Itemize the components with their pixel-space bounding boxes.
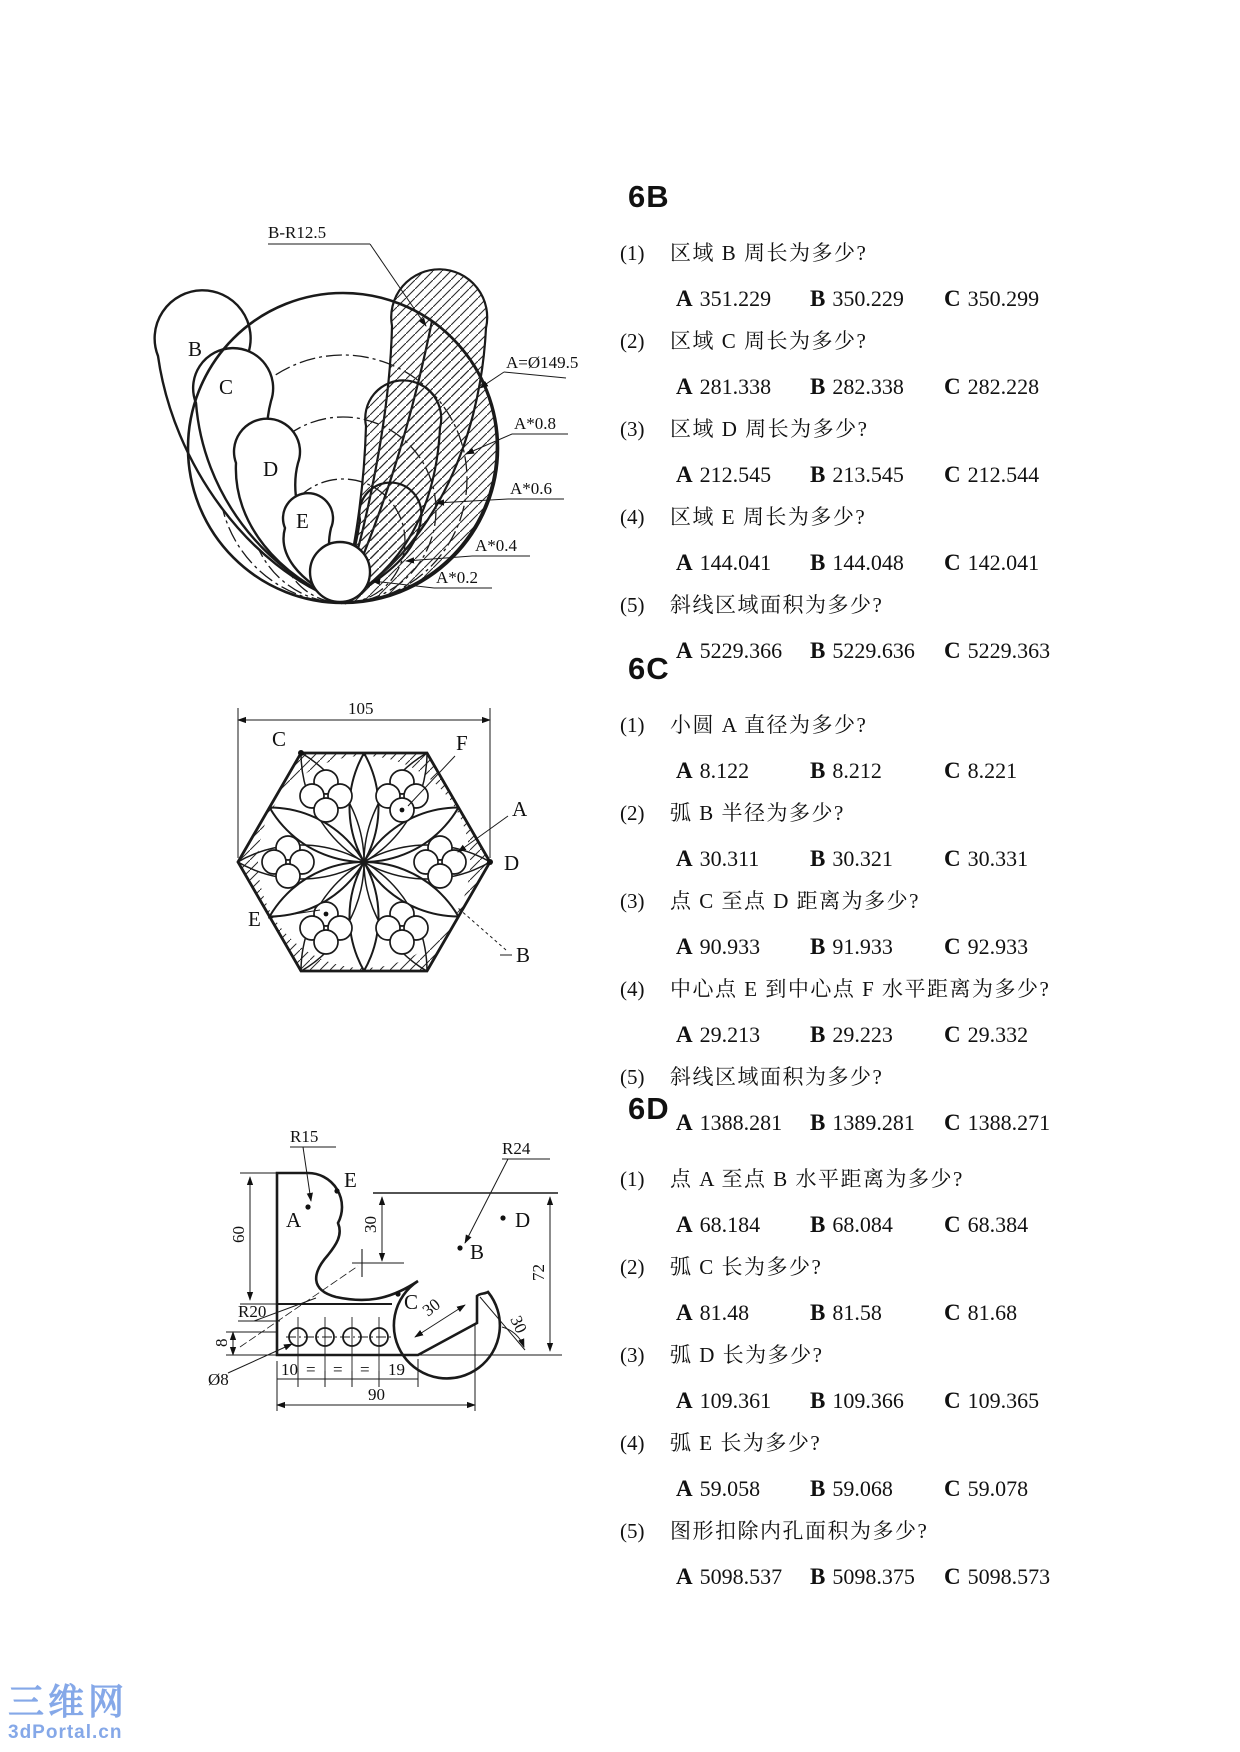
option-letter: C [944, 1300, 961, 1325]
option-letter: A [676, 550, 693, 575]
question [620, 416, 1230, 488]
question-text: 弧 E 长为多少? [670, 1431, 822, 1455]
option-value: 59.058 [699, 1476, 761, 1501]
label-d6d: D [515, 1208, 531, 1232]
question-number: (5) [620, 1519, 645, 1543]
question [620, 328, 1230, 400]
option-letter: B [810, 1564, 826, 1589]
option-letter: A [676, 1022, 693, 1047]
option-value: 8.221 [967, 758, 1018, 783]
option-letter: A [676, 286, 693, 311]
watermark-logo-text: 三维网 [8, 1681, 129, 1722]
question-text: 区域 C 周长为多少? [670, 329, 868, 353]
watermark-url: 3dPortal.cn [8, 1722, 123, 1743]
question-text: 小圆 A 直径为多少? [670, 713, 868, 737]
option [810, 1563, 944, 1590]
option [810, 1299, 944, 1326]
section-6b [620, 180, 1230, 680]
option-letter: A [676, 462, 693, 487]
point-d-dot [487, 859, 493, 865]
option-value: 68.084 [832, 1212, 893, 1237]
option-letter: B [810, 1212, 826, 1237]
section-heading: 6C [628, 651, 670, 686]
question [620, 240, 1230, 312]
question [620, 1166, 1230, 1238]
option-letter: A [676, 934, 693, 959]
watermark [8, 1681, 129, 1743]
option-value: 68.184 [699, 1212, 761, 1237]
option-value: 92.933 [967, 934, 1029, 959]
label-c: C [272, 727, 287, 751]
options-row [676, 373, 1230, 400]
option-letter: B [810, 1476, 826, 1501]
dim-dia8: Ø8 [208, 1370, 229, 1389]
option-letter: B [810, 286, 826, 311]
question-text: 斜线区域面积为多少? [670, 1065, 884, 1089]
label-b6d: B [470, 1240, 485, 1264]
dim-slot30: 30 [418, 1294, 444, 1321]
option-letter: C [944, 374, 961, 399]
dim-eq2: = [333, 1360, 343, 1379]
label-e: E [248, 907, 261, 931]
question [620, 976, 1230, 1048]
point-e-dot [334, 1188, 339, 1193]
option-value: 212.544 [967, 462, 1040, 487]
option-value: 5229.363 [967, 638, 1051, 663]
question-text: 斜线区域面积为多少? [670, 593, 884, 617]
region-label-e: E [296, 509, 309, 533]
option-letter: C [944, 1022, 961, 1047]
dim-a02: A*0.2 [436, 568, 479, 587]
dim-r24: R24 [502, 1139, 531, 1158]
option-value: 8.212 [832, 758, 882, 783]
option [810, 549, 944, 576]
question-number: (2) [620, 1255, 645, 1279]
option-value: 5229.366 [699, 638, 783, 663]
dim-b-r12-5: B-R12.5 [268, 223, 327, 242]
question-text: 图形扣除内孔面积为多少? [670, 1519, 929, 1543]
option-letter: A [676, 1110, 693, 1135]
option-value: 5098.573 [967, 1564, 1051, 1589]
option-letter: C [944, 1388, 961, 1413]
option-value: 109.361 [699, 1388, 772, 1413]
dim-60: 60 [229, 1226, 248, 1243]
center-b-dot [457, 1245, 462, 1250]
option [676, 1021, 810, 1048]
option-value: 142.041 [967, 550, 1040, 575]
option-value: 30.331 [967, 846, 1029, 871]
options-row [676, 845, 1230, 872]
option-value: 213.545 [832, 462, 904, 487]
options-row [676, 933, 1230, 960]
option-value: 59.068 [832, 1476, 893, 1501]
options-row [676, 1021, 1230, 1048]
question-number: (5) [620, 593, 645, 617]
option-value: 30.311 [699, 846, 760, 871]
option-value: 90.933 [699, 934, 761, 959]
option-value: 282.228 [967, 374, 1040, 399]
option-letter: B [810, 934, 826, 959]
option-letter: B [810, 758, 826, 783]
question-text: 弧 D 长为多少? [670, 1343, 824, 1367]
section-heading: 6B [628, 179, 670, 214]
option-value: 282.338 [832, 374, 904, 399]
question-text: 弧 C 长为多少? [670, 1255, 823, 1279]
option-letter: A [676, 758, 693, 783]
option-value: 1388.271 [967, 1110, 1051, 1135]
label-d: D [504, 851, 520, 875]
option-letter: B [810, 550, 826, 575]
option [676, 373, 810, 400]
option [944, 933, 1230, 960]
question-number: (5) [620, 1065, 645, 1089]
option [944, 845, 1230, 872]
dim-19: 19 [388, 1360, 405, 1379]
option [810, 373, 944, 400]
option-letter: A [676, 638, 693, 663]
option [810, 757, 944, 784]
dim-a04: A*0.4 [475, 536, 518, 555]
options-row [676, 1563, 1230, 1590]
dim-eq1: = [306, 1360, 316, 1379]
question-text: 区域 D 周长为多少? [670, 417, 869, 441]
label-a: A [512, 797, 528, 821]
question-number: (3) [620, 889, 645, 913]
option-value: 5098.375 [832, 1564, 915, 1589]
option [676, 461, 810, 488]
option [810, 933, 944, 960]
question-text: 弧 B 半径为多少? [670, 801, 845, 825]
region-label-d: D [263, 457, 279, 481]
options-row [676, 461, 1230, 488]
label-f: F [456, 731, 468, 755]
question-text: 区域 E 周长为多少? [670, 505, 867, 529]
option-letter: B [810, 846, 826, 871]
option-value: 212.545 [699, 462, 772, 487]
question [620, 1430, 1230, 1502]
option-letter: C [944, 638, 961, 663]
option [810, 1211, 944, 1238]
option-value: 1388.281 [699, 1110, 783, 1135]
option-letter: A [676, 1300, 693, 1325]
question-number: (3) [620, 1343, 645, 1367]
option [810, 845, 944, 872]
option-letter: C [944, 934, 961, 959]
option [944, 373, 1230, 400]
question-number: (3) [620, 417, 645, 441]
option [944, 549, 1230, 576]
question [620, 800, 1230, 872]
point-c-dot6d [395, 1291, 400, 1296]
option-letter: A [676, 1564, 693, 1589]
dim-a08: A*0.8 [514, 414, 557, 433]
option-letter: B [810, 374, 826, 399]
dim-a-diameter: A=Ø149.5 [506, 353, 579, 372]
label-a6d: A [286, 1208, 302, 1232]
section-6c [620, 652, 1230, 1152]
option-letter: B [810, 1022, 826, 1047]
option-value: 351.229 [699, 286, 772, 311]
section-6d [620, 1092, 1230, 1606]
option [944, 1563, 1230, 1590]
option-letter: A [676, 846, 693, 871]
option-value: 350.299 [967, 286, 1040, 311]
option [810, 1387, 944, 1414]
question-number: (4) [620, 977, 645, 1001]
option [810, 285, 944, 312]
section-heading: 6D [628, 1091, 670, 1126]
option-letter: A [676, 1388, 693, 1413]
option [676, 933, 810, 960]
option [944, 285, 1230, 312]
option-letter: C [944, 1212, 961, 1237]
region-label-b: B [188, 337, 203, 361]
option [944, 1211, 1230, 1238]
option [944, 1299, 1230, 1326]
option [676, 757, 810, 784]
question-text: 点 A 至点 B 水平距离为多少? [670, 1167, 964, 1191]
question-number: (1) [620, 241, 645, 265]
option-value: 5229.636 [832, 638, 915, 663]
option [676, 1211, 810, 1238]
dim-30v: 30 [361, 1216, 380, 1233]
part-outline [277, 1173, 500, 1378]
option-letter: B [810, 1388, 826, 1413]
question [620, 1342, 1230, 1414]
option [676, 1387, 810, 1414]
option-value: 81.48 [699, 1300, 750, 1325]
question-number: (4) [620, 1431, 645, 1455]
option-value: 29.213 [699, 1022, 761, 1047]
technical-drawing-6d [140, 1085, 580, 1475]
dim-eq3: = [360, 1360, 370, 1379]
option-letter: C [944, 286, 961, 311]
option-value: 68.384 [967, 1212, 1029, 1237]
option [676, 285, 810, 312]
option-value: 59.078 [967, 1476, 1029, 1501]
option-letter: C [944, 1564, 961, 1589]
options-row [676, 549, 1230, 576]
options-row [676, 1299, 1230, 1326]
question-text: 点 C 至点 D 距离为多少? [670, 889, 920, 913]
option-value: 29.223 [832, 1022, 893, 1047]
hatched-region [343, 269, 497, 602]
label-c6d: C [404, 1290, 419, 1314]
option-value: 1389.281 [832, 1110, 915, 1135]
option-value: 109.365 [967, 1388, 1040, 1413]
option-letter: B [810, 1300, 826, 1325]
technical-drawing-6c [160, 660, 560, 1060]
question-text: 区域 B 周长为多少? [670, 241, 868, 265]
option-value: 144.048 [832, 550, 904, 575]
option [810, 1475, 944, 1502]
options-row [676, 285, 1230, 312]
label-b: B [516, 943, 531, 967]
option [944, 461, 1230, 488]
option-letter: C [944, 550, 961, 575]
point-d-dot6d [500, 1215, 505, 1220]
question [620, 712, 1230, 784]
option-value: 81.68 [967, 1300, 1018, 1325]
question [620, 1254, 1230, 1326]
options-row [676, 757, 1230, 784]
option-letter: B [810, 1110, 826, 1135]
option-letter: C [944, 758, 961, 783]
dim-a06: A*0.6 [510, 479, 553, 498]
option-letter: C [944, 462, 961, 487]
question [620, 888, 1230, 960]
option-letter: C [944, 846, 961, 871]
option-value: 144.041 [699, 550, 772, 575]
point-c-dot [298, 750, 304, 756]
option-letter: A [676, 1476, 693, 1501]
option-letter: B [810, 638, 826, 663]
option-value: 29.332 [967, 1022, 1029, 1047]
question-number: (2) [620, 329, 645, 353]
option [944, 757, 1230, 784]
option [810, 461, 944, 488]
option [676, 549, 810, 576]
center-point-f [400, 808, 405, 813]
option [944, 1387, 1230, 1414]
option [944, 1021, 1230, 1048]
dim-r20: R20 [238, 1302, 267, 1321]
region-label-c: C [219, 375, 234, 399]
option-value: 8.122 [699, 758, 750, 783]
dim-10: 10 [281, 1360, 298, 1379]
dim-90: 90 [368, 1385, 385, 1404]
option-value: 81.58 [832, 1300, 882, 1325]
option-letter: B [810, 462, 826, 487]
option-letter: A [676, 374, 693, 399]
option-value: 281.338 [699, 374, 772, 399]
question-number: (2) [620, 801, 645, 825]
option [676, 1475, 810, 1502]
option [676, 1563, 810, 1590]
option-value: 109.366 [832, 1388, 904, 1413]
label-e6d: E [344, 1168, 357, 1192]
option-value: 30.321 [832, 846, 893, 871]
center-point-e [324, 912, 329, 917]
options-row [676, 1211, 1230, 1238]
technical-drawing-6b [118, 208, 618, 633]
options-row [676, 1387, 1230, 1414]
dim-r15: R15 [290, 1127, 319, 1146]
option [944, 1475, 1230, 1502]
question [620, 1518, 1230, 1590]
option [810, 1021, 944, 1048]
option [676, 845, 810, 872]
options-row [676, 1475, 1230, 1502]
center-a-dot [305, 1204, 310, 1209]
small-circle-a02 [310, 542, 370, 602]
question-text: 中心点 E 到中心点 F 水平距离为多少? [670, 977, 1051, 1001]
option-letter: A [676, 1212, 693, 1237]
question-number: (1) [620, 713, 645, 737]
question-number: (4) [620, 505, 645, 529]
option-value: 91.933 [832, 934, 893, 959]
option-value: 5098.537 [699, 1564, 783, 1589]
option-letter: C [944, 1110, 961, 1135]
option-value: 350.229 [832, 286, 904, 311]
option [676, 1299, 810, 1326]
dim-105: 105 [348, 699, 374, 718]
hole-circles [289, 1328, 388, 1346]
option-letter: C [944, 1476, 961, 1501]
question-number: (1) [620, 1167, 645, 1191]
dim-72: 72 [529, 1264, 548, 1281]
dim-8: 8 [212, 1338, 231, 1347]
question [620, 504, 1230, 576]
dim-ang30: 30 [506, 1312, 531, 1337]
